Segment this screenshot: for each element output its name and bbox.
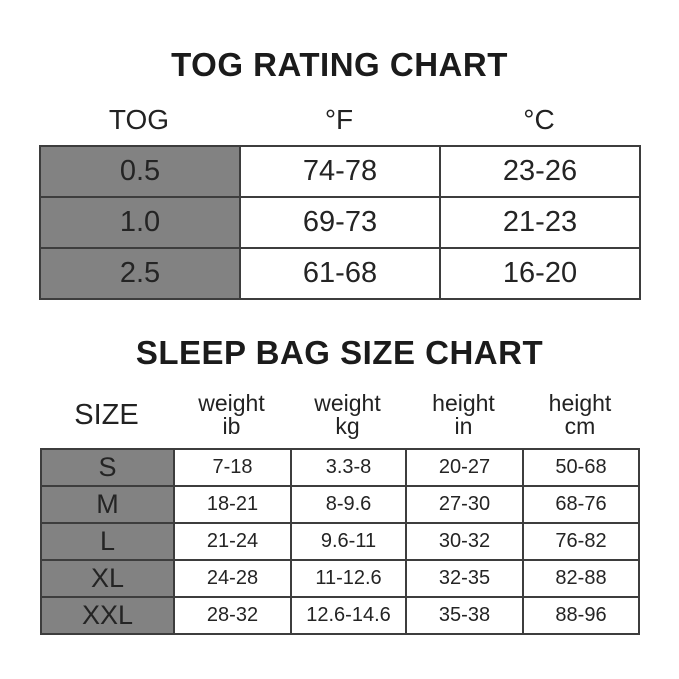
height-cm-header-line1: height xyxy=(548,390,612,416)
table-row xyxy=(41,449,639,486)
weight-ib-cell: 7-18 xyxy=(174,449,291,486)
height-cm-header-line2: cm xyxy=(564,413,596,439)
weight-kg-cell: 8-9.6 xyxy=(291,486,406,523)
weight-kg-header-line2: kg xyxy=(335,413,360,439)
weight-ib-column-header xyxy=(173,391,290,439)
size-column-header-label: SIZE xyxy=(74,398,139,431)
weight-ib-header-line2: ib xyxy=(222,413,241,439)
height-in-cell: 27-30 xyxy=(406,486,523,523)
table-row xyxy=(40,146,640,197)
weight-ib-cell: 21-24 xyxy=(174,523,291,560)
weight-kg-header-line1: weight xyxy=(314,390,381,416)
height-in-column-header xyxy=(405,391,522,439)
size-label-cell: S xyxy=(41,449,174,486)
weight-ib-cell: 28-32 xyxy=(174,597,291,634)
weight-ib-cell: 24-28 xyxy=(174,560,291,597)
height-cm-cell: 50-68 xyxy=(523,449,639,486)
height-in-header-line2: in xyxy=(454,413,473,439)
table-row xyxy=(41,597,639,634)
weight-kg-cell: 12.6-14.6 xyxy=(291,597,406,634)
tog-table-header-row xyxy=(39,101,639,139)
weight-kg-cell: 3.3-8 xyxy=(291,449,406,486)
celsius-range-cell: 16-20 xyxy=(440,248,640,299)
weight-kg-cell: 11-12.6 xyxy=(291,560,406,597)
table-row xyxy=(40,248,640,299)
height-in-cell: 35-38 xyxy=(406,597,523,634)
tog-value-cell: 1.0 xyxy=(40,197,240,248)
size-label-cell: M xyxy=(41,486,174,523)
fahrenheit-range-cell: 61-68 xyxy=(240,248,440,299)
sleep-bag-size-table xyxy=(40,448,640,635)
table-row xyxy=(40,197,640,248)
height-in-header-line1: height xyxy=(432,390,495,416)
size-table-header-row xyxy=(40,391,638,439)
height-in-cell: 32-35 xyxy=(406,560,523,597)
celsius-range-cell: 23-26 xyxy=(440,146,640,197)
tog-chart-title: TOG RATING CHART xyxy=(171,46,508,83)
weight-ib-header-line1: weight xyxy=(198,390,265,416)
height-cm-cell: 88-96 xyxy=(523,597,639,634)
tog-value-cell: 0.5 xyxy=(40,146,240,197)
weight-ib-cell: 18-21 xyxy=(174,486,291,523)
height-in-cell: 20-27 xyxy=(406,449,523,486)
height-cm-column-header xyxy=(522,391,638,439)
fahrenheit-range-cell: 74-78 xyxy=(240,146,440,197)
size-label-cell: XXL xyxy=(41,597,174,634)
table-row xyxy=(41,560,639,597)
size-column-header xyxy=(40,391,173,439)
weight-kg-column-header xyxy=(290,391,405,439)
size-label-cell: XL xyxy=(41,560,174,597)
table-row xyxy=(41,523,639,560)
height-cm-cell: 68-76 xyxy=(523,486,639,523)
height-cm-cell: 82-88 xyxy=(523,560,639,597)
celsius-range-cell: 21-23 xyxy=(440,197,640,248)
table-row xyxy=(41,486,639,523)
height-cm-cell: 76-82 xyxy=(523,523,639,560)
weight-kg-cell: 9.6-11 xyxy=(291,523,406,560)
fahrenheit-column-header: °F xyxy=(324,104,354,135)
tog-column-header: TOG xyxy=(108,104,170,135)
size-chart-title: SLEEP BAG SIZE CHART xyxy=(135,334,544,371)
fahrenheit-range-cell: 69-73 xyxy=(240,197,440,248)
height-in-cell: 30-32 xyxy=(406,523,523,560)
size-label-cell: L xyxy=(41,523,174,560)
tog-rating-table xyxy=(39,145,641,300)
tog-value-cell: 2.5 xyxy=(40,248,240,299)
celsius-column-header: °C xyxy=(523,104,555,135)
